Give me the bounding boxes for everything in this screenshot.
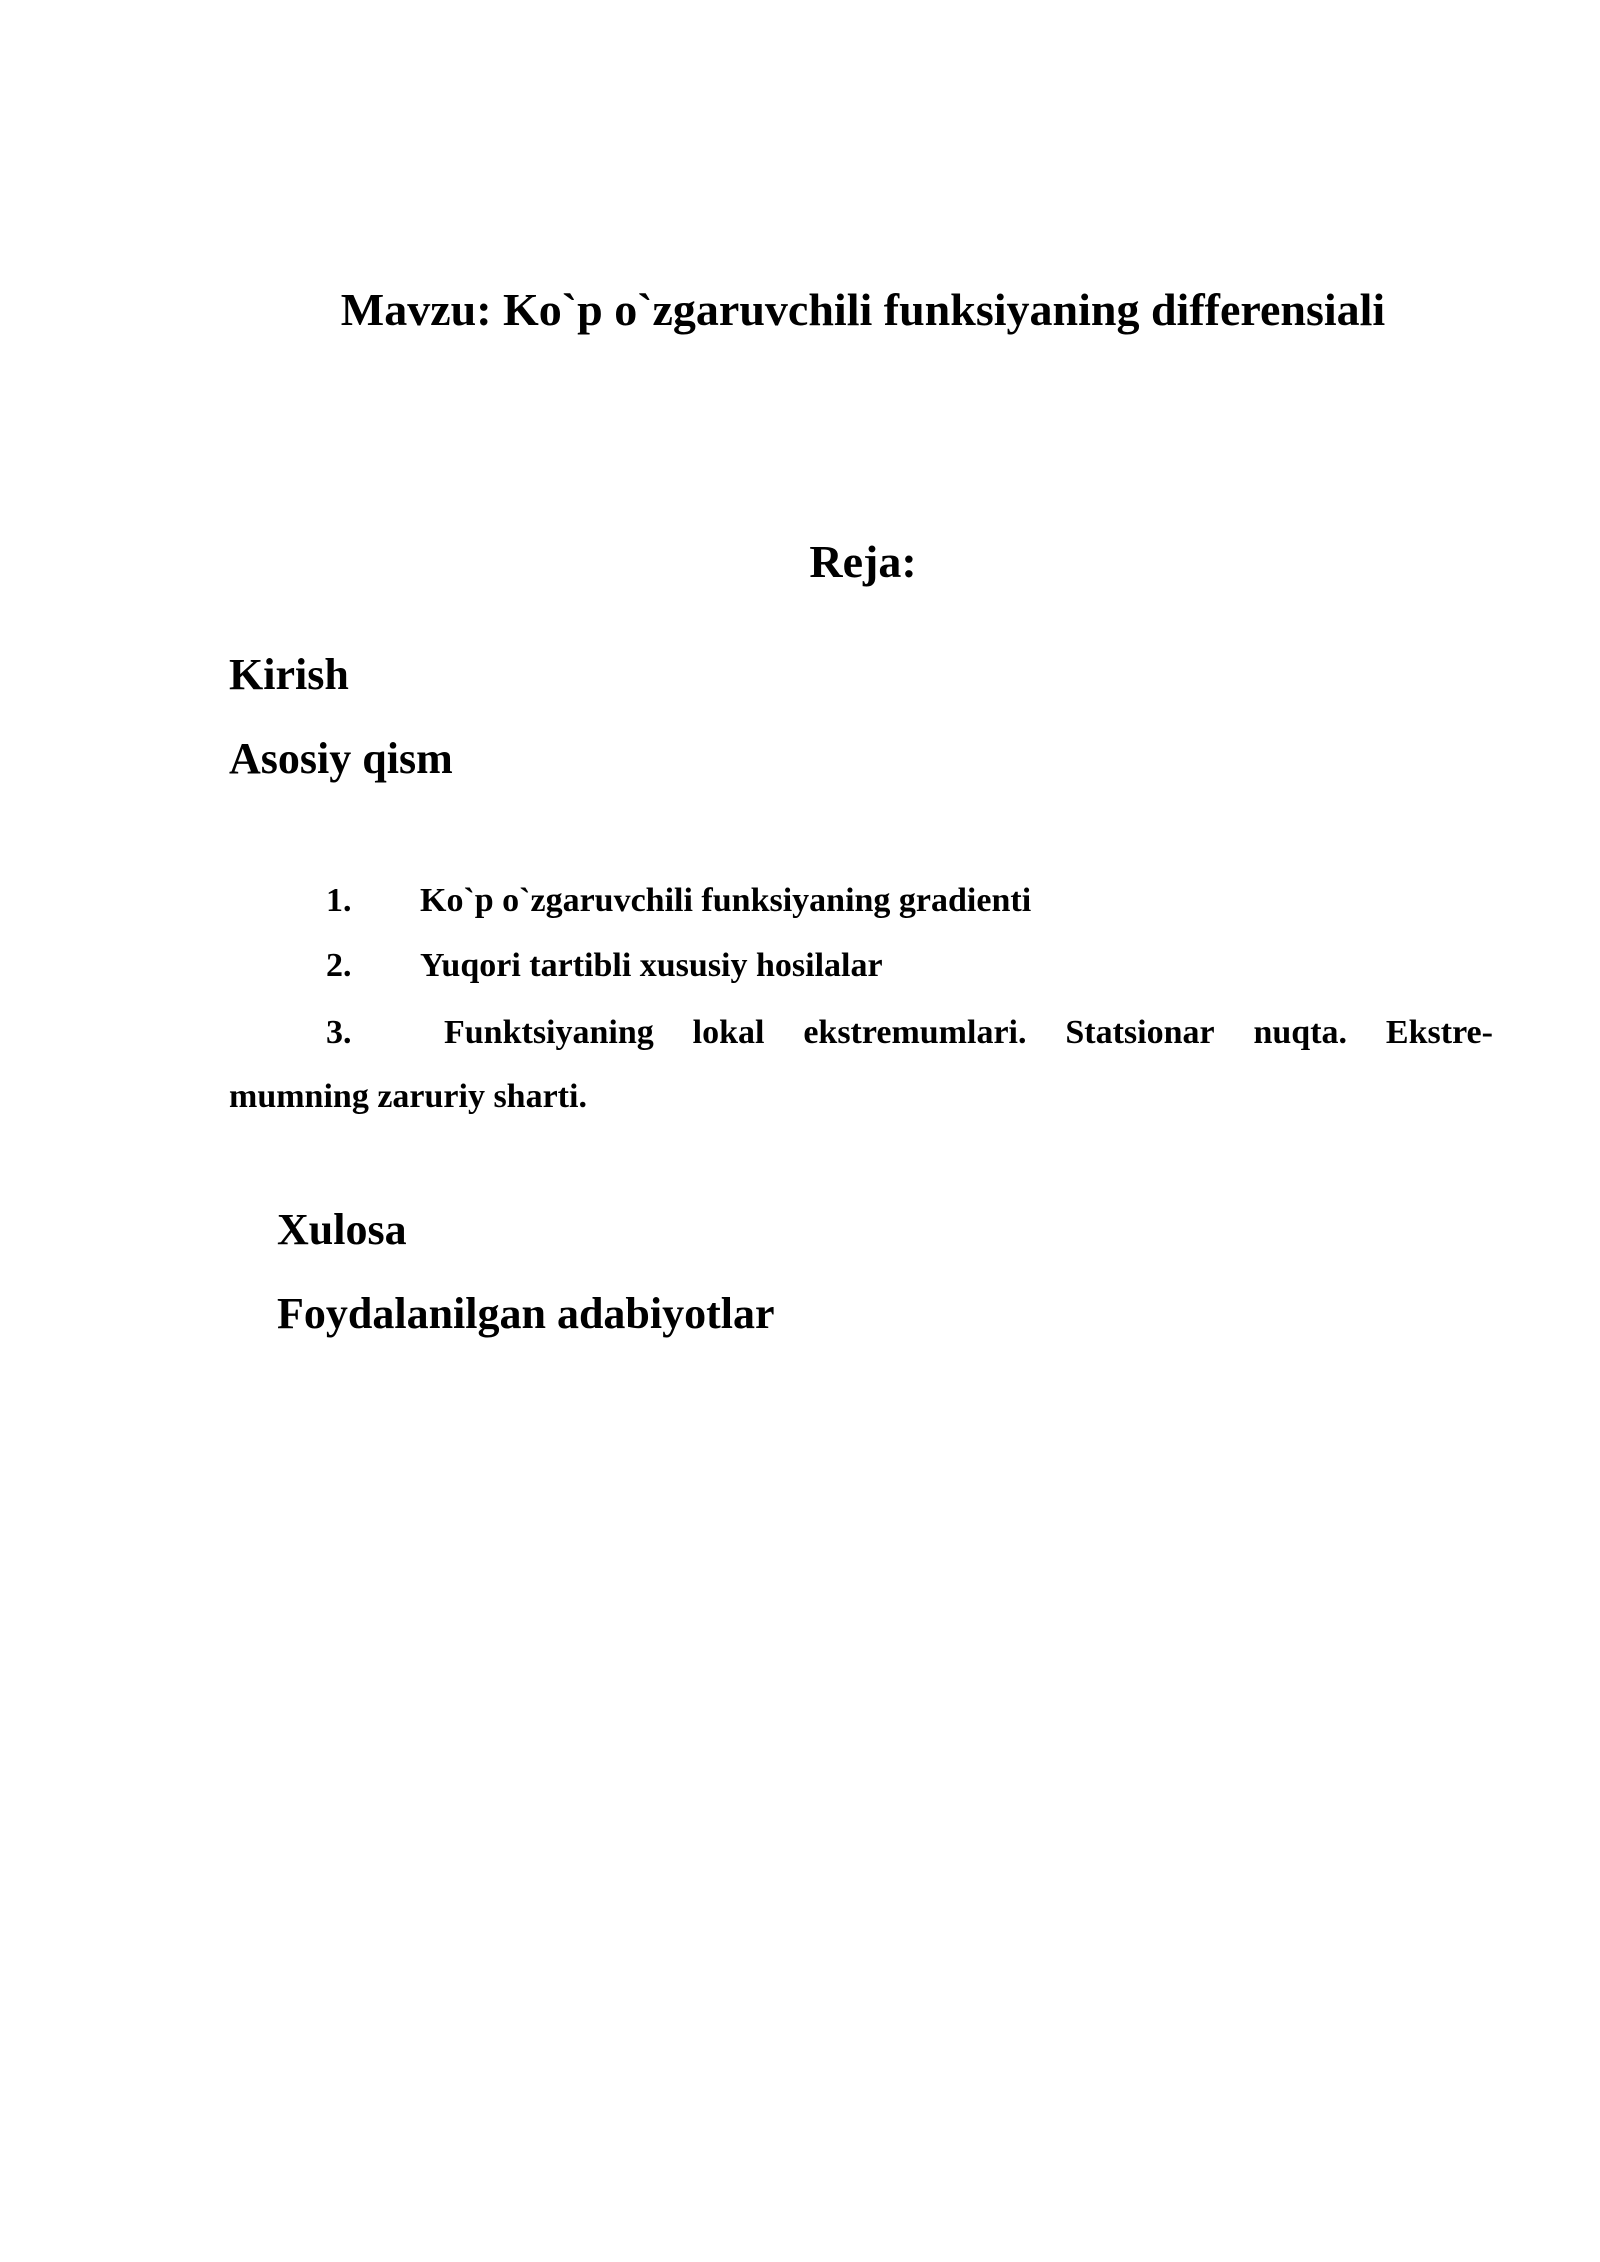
list-item-3-line1 (444, 1012, 1493, 1054)
document-title: Mavzu: Ko`p o`zgaruvchili funksiyaning differensiali (340, 284, 1386, 335)
plan-heading: Reja: (809, 536, 917, 587)
section-conclusion: Xulosa (277, 1205, 407, 1254)
list-item-3-word: nuqta. (1253, 1014, 1348, 1051)
list-item-2-number: 2. (326, 947, 352, 984)
list-item-3-word: Statsionar (1065, 1014, 1215, 1051)
list-item-3-word: ekstremumlari. (803, 1014, 1027, 1051)
list-item-3-word: lokal (692, 1014, 765, 1051)
list-item-2-text: Yuqori tartibli xususiy hosilalar (420, 947, 883, 984)
section-main-part: Asosiy qism (229, 734, 453, 783)
list-item-1-number: 1. (326, 882, 352, 919)
section-references: Foydalanilgan adabiyotlar (277, 1289, 775, 1338)
list-item-3-line2: mumning zaruriy sharti. (229, 1078, 587, 1115)
list-item-3-number: 3. (326, 1014, 352, 1051)
list-item-3-word: Ekstre- (1385, 1014, 1493, 1051)
list-item-1-text: Ko`p o`zgaruvchili funksiyaning gradienti (420, 882, 1032, 919)
section-intro: Kirish (229, 650, 349, 699)
list-item-3-word: Funktsiyaning (444, 1014, 654, 1051)
